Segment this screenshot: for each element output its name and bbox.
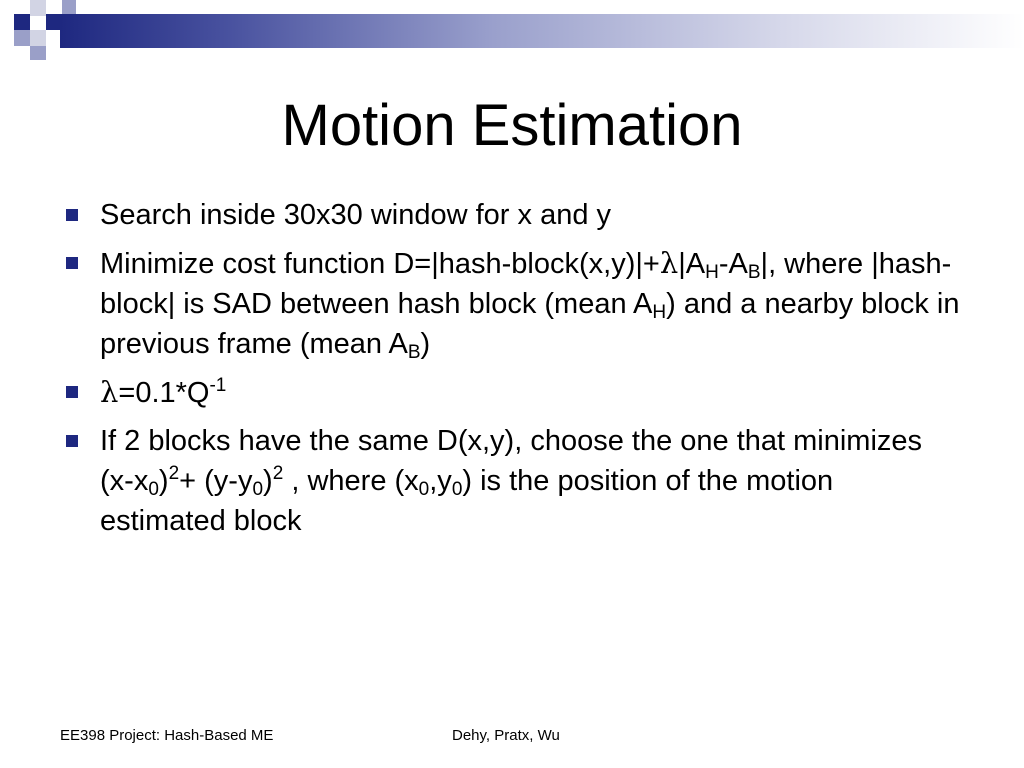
square-bullet-icon: [66, 209, 78, 221]
decor-square: [14, 30, 30, 46]
subscript: 0: [418, 479, 430, 500]
subscript: 0: [252, 479, 264, 500]
subscript: H: [705, 262, 719, 283]
bullet-item: [60, 195, 960, 235]
slide-title: Motion Estimation: [281, 93, 743, 158]
decor-square: [30, 0, 46, 16]
bullet-text: =0.1*Q: [118, 377, 210, 409]
bullet-text: + (y-y: [179, 465, 253, 497]
decor-square: [30, 30, 46, 46]
bullet-text: ) and a nearby block in previous frame (mean A: [100, 288, 960, 360]
square-bullet-icon: [66, 435, 78, 447]
decor-square: [46, 14, 62, 30]
superscript: 2: [272, 463, 284, 484]
subscript: B: [747, 262, 761, 283]
subscript: H: [652, 302, 667, 323]
bullet-text: |, where |hash-block| is SAD between hash block (mean A: [100, 248, 952, 320]
subscript: 0: [148, 479, 159, 500]
bullet-item: [60, 243, 960, 364]
square-bullet-icon: [66, 386, 78, 398]
square-bullet-icon: [66, 257, 78, 269]
decor-square: [30, 46, 46, 60]
decor-square: [14, 14, 30, 30]
footer-authors: Dehy, Pratx, Wu: [452, 727, 560, 744]
bullet-text: ): [420, 328, 431, 360]
header-gradient-bar: [60, 14, 1024, 48]
bullet-text: If 2 blocks have the same D(x,y), choose the one that minimizes (x-x: [100, 425, 923, 497]
bullet-text: ,y: [429, 465, 452, 497]
bullet-text: ) is the position of the motion estimated block: [100, 465, 834, 537]
superscript: 2: [168, 463, 180, 484]
bullet-text: ): [158, 465, 169, 497]
bullet-list: [60, 195, 960, 549]
bullet-text: , where (x: [283, 465, 419, 497]
bullet-text: -A: [718, 248, 748, 280]
subscript: B: [407, 342, 421, 363]
bullet-text: λ: [100, 375, 119, 409]
bullet-item: [60, 372, 960, 413]
decor-square: [62, 0, 76, 14]
bullet-text: λ: [659, 246, 679, 280]
bullet-text: ): [263, 465, 273, 497]
bullet-text: Minimize cost function D=|hash-block(x,y)|+: [100, 248, 660, 280]
bullet-text: |A: [678, 248, 706, 280]
footer-project: EE398 Project: Hash-Based ME: [60, 727, 274, 744]
bullet-text: Search inside 30x30 window for x and y: [100, 199, 612, 231]
bullet-item: [60, 421, 960, 541]
superscript: -1: [209, 375, 227, 396]
subscript: 0: [451, 479, 463, 500]
